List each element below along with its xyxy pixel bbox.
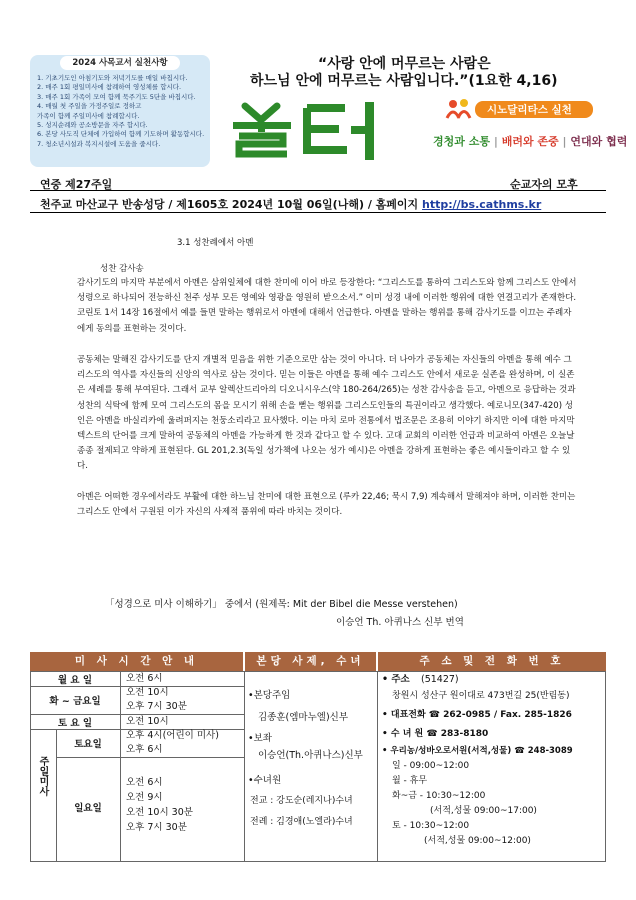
- header-clergy: 본당 사제, 수녀: [245, 652, 376, 671]
- core-values: 경청과 소통 | 배려와 존중 | 연대와 협력: [433, 135, 628, 148]
- practice-item: 2. 매주 1회 평일미사에 참례하여 영성체를 합시다.: [37, 83, 182, 92]
- article-translator: 이승언 Th. 아퀴나스 신부 번역: [336, 617, 464, 628]
- article-paragraph: 공동체는 말해진 감사기도를 단지 개별적 믿음을 위한 기준으로만 삼는 것이 아니다. 더 나아가 공동체는 자신들의 아멘을 통해 예수 그리스도의 역사를 자신들의 신앙의 역사로 삼는 것이다. 믿는 이들은 아멘을 통해 예수 그리스도 안에서 새로운 실존을 완성하며, 이 실존은 세례를 통해 부여된다. 그래서 교부 알렉산드리아의 디오니시우스(약 180-264/265)는 성찬 감사송을 듣고, 아멘으로 응답하는 것과 성찬의 식탁에 함께 모여 그리스도의 몸을 모시기 위해 손을 뻗는 행위를 그리스도인들의 특권이라고 생각했다. 예로니모(347-420) 성인은 아멘을 바실리카에 울려퍼지는 천둥소리라고 묘사했다. 이는 마치 로마 전통에서 법조문은 조용히 이야기 하지만 이에 대한 마지막 텍스트의 단어를 크게 말하여 공동체의 아멘을 가능하게 한 것과 같다고 할 수 있다. 고대 교회의 이러한 언급과 비교하여 아멘은 오늘날 종종 절제되고 약하게 표현된다. GL 201,2.3(독일 성가책에 나오는 성가 예시)은 아멘을 강하게 표현하는 좋은 예시들이라고 할 수 있다.: [77, 355, 576, 472]
- mass-day: 토 요 일: [57, 718, 93, 729]
- mass-time: 오후 7시 30분: [126, 822, 187, 833]
- practice-item: 1. 기초기도인 아침기도와 저녁기도를 매일 바칩시다.: [37, 74, 188, 82]
- value-listening: 경청과 소통: [433, 135, 490, 148]
- practice-item: 3. 매주 1회 가족이 모여 함께 묵주기도 5단을 바칩시다.: [37, 92, 196, 101]
- liturgical-week: 연중 제27주일: [40, 178, 113, 191]
- article-paragraph: 감사기도의 마지막 부분에서 아멘은 삼위일체에 대한 찬미에 이어 바로 등장한다: “그리스도를 통하여 그리스도와 함께 그리스도 안에서 성령으로 하나되어 전능하신 천주 성부 모든 영예와 영광을 영원히 받으소서.” 이미 성경 내에 이러한 행위에 대한 연결고리가 존재한다. 코린토 1서 14장 16절에서 예를 들면 말하는 행위로서 아멘에 대해서 언급한다. 아멘을 말하는 행위를 통해 감사기도를 이끄는 주례자에게 동의를 표현하는 것이다.: [77, 278, 577, 334]
- mass-schedule-table: [30, 652, 606, 862]
- practice-item: 4. 매월 첫 주일을 가정주일로 정하고: [37, 102, 142, 111]
- parish-patron: 순교자의 모후: [510, 178, 578, 191]
- practice-item: 5. 성지순례와 공소방문을 자주 합시다.: [37, 121, 148, 130]
- shop-hours: (서적,성물 09:00~12:00): [424, 836, 531, 846]
- mass-day: 토요일: [74, 739, 102, 750]
- clergy-role: •보좌: [248, 733, 272, 744]
- mass-time: 오전 9시: [126, 792, 163, 803]
- shop-hours: (서적,성물 09:00~17:00): [430, 806, 537, 816]
- address-zip: (51427): [421, 674, 459, 685]
- issue-info-text: 천주교 마산교구 반송성당 / 제1605호 2024년 10월 06일(나해) / 홈페이지: [40, 198, 419, 211]
- practice-item: 6. 본당 사도직 단체에 가입하여 함께 기도하며 활동합시다.: [37, 130, 205, 139]
- mass-time: 오전 6시: [126, 673, 163, 684]
- header-contact: 주 소 및 전 화 번 호: [378, 652, 606, 671]
- badge-label: 시노달리타스 실천: [487, 104, 572, 116]
- shop-hours: 화~금 - 10:30~12:00: [392, 791, 486, 801]
- article-paragraph: 아멘은 어떠한 경우에서라도 부활에 대한 하느님 찬미에 대한 표현으로 (루카 22,46; 묵시 7,9) 계속해서 말해져야 하며, 이러한 찬미는 그리스도 안에서 구원된 이가 자신의 사제적 품위에 따라 바치는 것이다.: [77, 492, 576, 518]
- clergy-role: •수녀원: [248, 775, 282, 786]
- mass-day: 월 요 일: [57, 675, 93, 686]
- divider: [30, 190, 606, 191]
- issue-info: [40, 196, 541, 212]
- clergy-name: 김종훈(엠마누엘)신부: [258, 712, 349, 723]
- article-source: 「성경으로 미사 이해하기」 중에서 (원제목: Mit der Bibel die Messe verstehen): [105, 599, 458, 610]
- address-label: • 주소: [382, 674, 410, 685]
- practice-item: 가족이 함께 주일미사에 참례합시다.: [37, 111, 140, 120]
- office-phone: • 대표전화 ☎ 262-0985 / Fax. 285-1826: [382, 710, 572, 720]
- practice-title: 2024 사목교서 실천사항: [60, 56, 180, 70]
- clergy-name: 전교 : 강도순(레지나)수녀: [250, 796, 353, 806]
- address: 창원시 성산구 원이대로 473번길 25(반림동): [392, 691, 570, 701]
- practice-item: 7. 청소년시설과 복지시설에 도움을 줍시다.: [37, 139, 161, 148]
- mass-time: 오전 10시: [126, 716, 169, 727]
- shop-phone: • 우리농/성바오로서원(서적,성물) ☎ 248-3089: [382, 746, 573, 756]
- sunday-mass-label: 주일미사: [37, 756, 48, 796]
- clergy-name: 전례 : 김경애(노엘라)수녀: [250, 817, 353, 827]
- section-title: 3.1 성찬례에서 아멘: [177, 238, 254, 248]
- mass-time: 오후 6시: [126, 744, 163, 755]
- synodality-badge: [445, 98, 595, 120]
- homepage-link[interactable]: http://bs.cathms.kr: [422, 198, 542, 211]
- mass-time: 오전 10시 30분: [126, 807, 193, 818]
- practice-list: [37, 74, 209, 149]
- masthead-logo: [225, 98, 415, 163]
- shop-hours: 월 - 휴무: [392, 776, 428, 786]
- value-solidarity: 연대와 협력: [570, 135, 628, 148]
- convent-phone: • 수 녀 원 ☎ 283-8180: [382, 729, 489, 739]
- divider: [30, 212, 606, 213]
- mass-time: 오전 6시: [126, 777, 163, 788]
- shop-hours: 토 - 10:30~12:00: [392, 821, 470, 831]
- quote-line-1: “사랑 안에 머무르는 사람은: [318, 56, 491, 72]
- mass-time: 오후 4시(어린이 미사): [126, 730, 219, 741]
- quote-line-2: 하느님 안에 머무르는 사람입니다.”(1요한 4,16): [250, 73, 558, 89]
- value-respect: 배려와 존중: [501, 135, 559, 148]
- mass-day: 화 ~ 금요일: [49, 696, 101, 707]
- logo-graphic: [225, 98, 415, 163]
- subsection-title: 성찬 감사송: [100, 264, 144, 274]
- mass-time: 오후 7시 30분: [126, 701, 187, 712]
- mass-time: 오전 10시: [126, 687, 169, 698]
- shop-hours: 일 - 09:00~12:00: [392, 761, 470, 771]
- clergy-role: •본당주임: [248, 690, 291, 701]
- mass-day: 일요일: [74, 803, 102, 814]
- clergy-name: 이승언(Th.아퀴나스)신부: [258, 750, 363, 761]
- header-mass-times: 미 사 시 간 안 내: [30, 652, 243, 671]
